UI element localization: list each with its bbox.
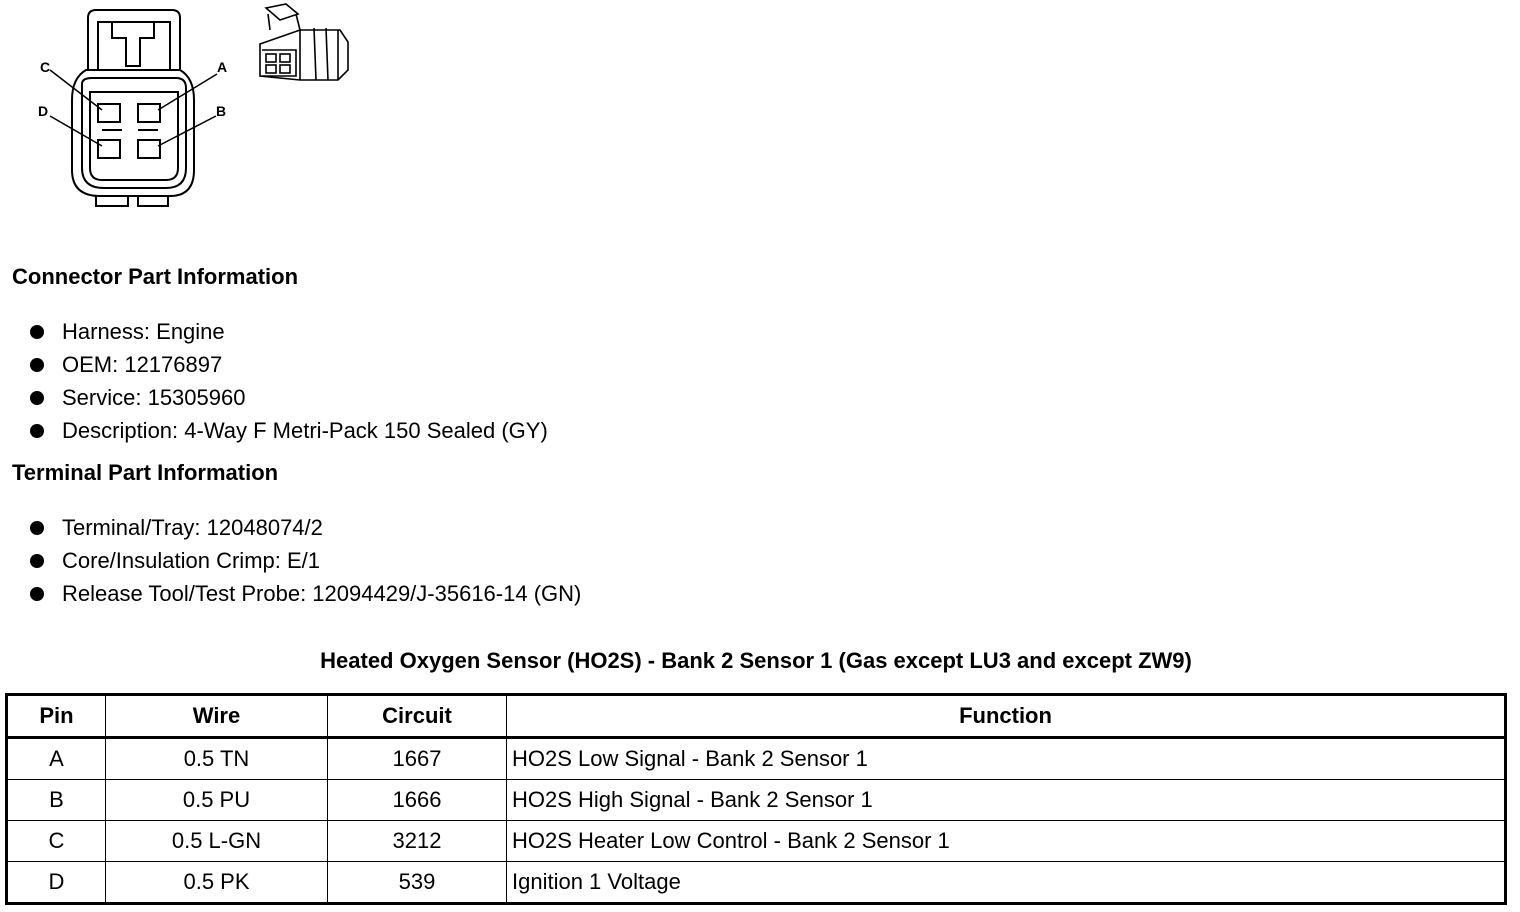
terminal-info-heading: Terminal Part Information — [12, 460, 279, 485]
pin-label-b: B — [216, 103, 227, 119]
cell-function: HO2S Low Signal - Bank 2 Sensor 1 — [507, 738, 1506, 780]
list-item: Terminal/Tray: 12048074/2 — [28, 511, 581, 544]
bullet-icon — [30, 521, 44, 535]
bullet-icon — [30, 554, 44, 568]
bullet-icon — [30, 391, 44, 405]
bullet-icon — [30, 424, 44, 438]
leader-line-d — [50, 116, 102, 146]
column-header-function: Function — [507, 695, 1506, 738]
cell-function: HO2S High Signal - Bank 2 Sensor 1 — [507, 780, 1506, 821]
pinout-table — [5, 693, 1507, 905]
column-header-wire: Wire — [106, 695, 328, 738]
cell-circuit: 1667 — [328, 738, 507, 780]
bullet-icon — [30, 325, 44, 339]
terminal-info-list — [28, 511, 581, 610]
cell-pin: A — [7, 738, 106, 780]
column-header-circuit: Circuit — [328, 695, 507, 738]
table-row — [7, 821, 1506, 862]
connector-info-list — [28, 315, 548, 447]
cell-pin: D — [7, 862, 106, 904]
connector-thumbnail — [260, 4, 348, 80]
connector-info-heading: Connector Part Information — [12, 264, 299, 289]
cell-wire: 0.5 PU — [106, 780, 328, 821]
list-item: Release Tool/Test Probe: 12094429/J-35616-14 (GN) — [28, 577, 581, 610]
cell-circuit: 539 — [328, 862, 507, 904]
pin-label-a: A — [217, 59, 228, 75]
list-item: Description: 4-Way F Metri-Pack 150 Sealed (GY) — [28, 414, 548, 447]
cell-function: HO2S Heater Low Control - Bank 2 Sensor 1 — [507, 821, 1506, 862]
cell-wire: 0.5 PK — [106, 862, 328, 904]
pin-label-c: C — [40, 59, 51, 75]
pin-label-d: D — [38, 103, 49, 119]
list-item: Harness: Engine — [28, 315, 548, 348]
cell-wire: 0.5 TN — [106, 738, 328, 780]
table-header-row — [7, 695, 1506, 738]
cell-wire: 0.5 L-GN — [106, 821, 328, 862]
list-item: OEM: 12176897 — [28, 348, 548, 381]
table-title: Heated Oxygen Sensor (HO2S) - Bank 2 Sensor 1 (Gas except LU3 and except ZW9) — [320, 648, 1192, 673]
bullet-icon — [30, 358, 44, 372]
cell-pin: B — [7, 780, 106, 821]
table-row — [7, 780, 1506, 821]
column-header-pin: Pin — [7, 695, 106, 738]
leader-line-c — [50, 70, 102, 110]
cell-function: Ignition 1 Voltage — [507, 862, 1506, 904]
table-row — [7, 862, 1506, 904]
cell-circuit: 1666 — [328, 780, 507, 821]
table-row — [7, 738, 1506, 780]
list-item: Core/Insulation Crimp: E/1 — [28, 544, 581, 577]
connector-diagram — [0, 0, 380, 220]
cell-circuit: 3212 — [328, 821, 507, 862]
bullet-icon — [30, 587, 44, 601]
cell-pin: C — [7, 821, 106, 862]
list-item: Service: 15305960 — [28, 381, 548, 414]
